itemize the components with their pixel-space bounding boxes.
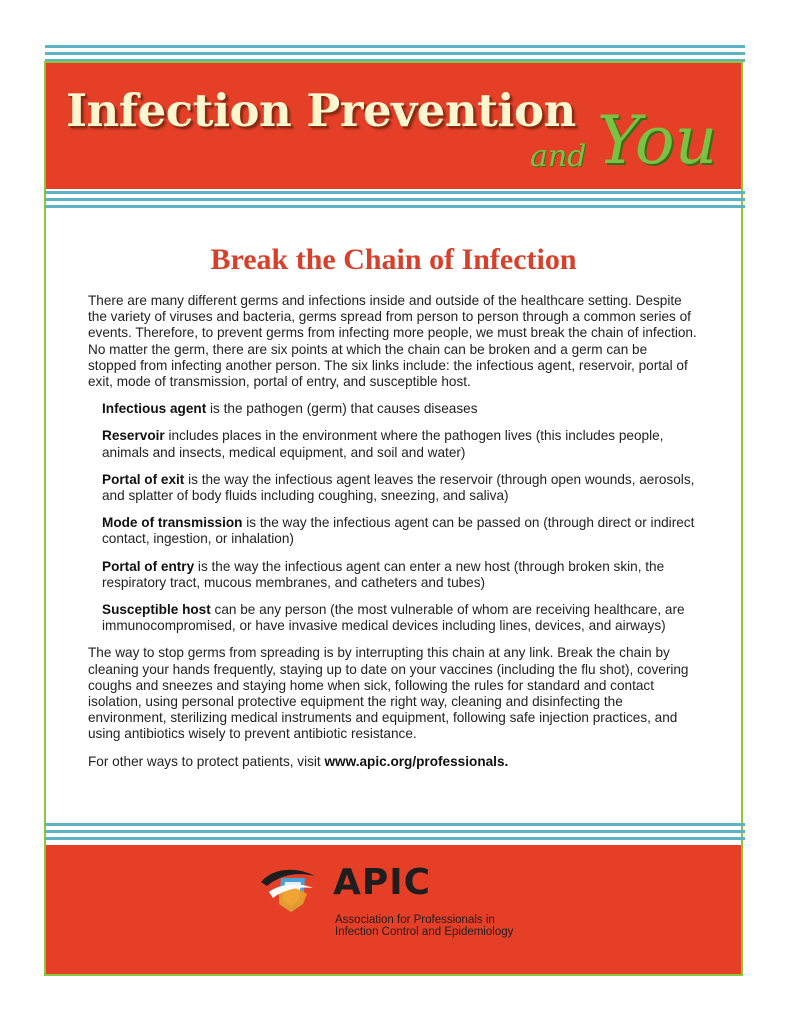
apic-full-name [335, 914, 513, 938]
link-description: is the way the infectious agent leaves the reservoir (through open wounds, aerosols, and splatter of body fluids including coughing, sneezing, and saliva) [102, 471, 695, 504]
link-term: Portal of exit [102, 471, 185, 487]
list-item [102, 401, 699, 417]
page-title: Infection Prevention [66, 84, 576, 137]
visit-paragraph [88, 754, 699, 770]
link-description: includes places in the environment where the pathogen lives (this includes people, animals and insects, medical equipment, and soil and water) [102, 428, 664, 460]
intro-paragraph: There are many different germs and infections inside and outside of the healthcare setting. Despite the variety of viruses and bacteria, germs spread from person to person through a common series of events. Therefore, to prevent germs from infecting more people, we must break the chain of infection. No matter the germ, there are six points at which the chain can be broken and a germ can be stopped from infecting another person. The six links include: the infectious agent, reservoir, portal of exit, mode of transmission, portal of entry, and susceptible host. [88, 293, 697, 390]
list-item [102, 515, 699, 547]
title-and-word: and [530, 139, 587, 174]
header-stripes [45, 191, 745, 212]
footer-stripes [45, 823, 745, 844]
link-description: is the way the infectious agent can be passed on (through direct or indirect contact, ingestion, or inhalation) [102, 515, 695, 547]
link-term: Infectious agent [102, 401, 207, 417]
main-content [48, 213, 739, 781]
closing-paragraph: The way to stop germs from spreading is by interrupting this chain at any link. Break the chain by cleaning your hands frequently, staying up to date on your vaccines (including the flu shot), covering coughs and sneezes and staying home when sick, following the rules for standard and contact isolation, using personal protective equipment the right way, cleaning and disinfecting the environment, sterilizing medical instruments and equipment, following safe injection practices, and using antibiotics wisely to prevent antibiotic resistance. [88, 645, 689, 742]
link-description: is the way the infectious agent can enter a new host (through broken skin, the respiratory tract, mucous membranes, and catheters and tubes) [102, 558, 665, 590]
apic-name-line-2: Infection Control and Epidemiology [335, 926, 514, 938]
apic-wordmark: APIC [333, 862, 432, 903]
body-text [88, 293, 699, 770]
apic-logo [255, 858, 575, 948]
link-term: Reservoir [102, 428, 165, 444]
visit-prefix: For other ways to protect patients, visit [88, 753, 325, 769]
apic-emblem-icon [255, 864, 325, 916]
apic-website-link[interactable]: www.apic.org/professionals. [324, 753, 509, 769]
link-description: is the pathogen (germ) that causes diseases [206, 401, 478, 417]
link-term: Mode of transmission [102, 515, 243, 531]
link-term: Portal of entry [102, 558, 195, 574]
link-description: can be any person (the most vulnerable of whom are receiving healthcare, are immunocompromised, or have invasive medical devices including lines, devices, and airways) [102, 602, 685, 634]
list-item [102, 472, 699, 504]
title-you-word: You [597, 102, 718, 179]
link-term: Susceptible host [102, 602, 211, 618]
chain-links-list [102, 401, 699, 634]
list-item [102, 602, 699, 634]
list-item [102, 559, 699, 591]
apic-name-line-1: Association for Professionals in [335, 914, 495, 926]
section-heading: Break the Chain of Infection [210, 243, 577, 276]
list-item [102, 428, 699, 460]
